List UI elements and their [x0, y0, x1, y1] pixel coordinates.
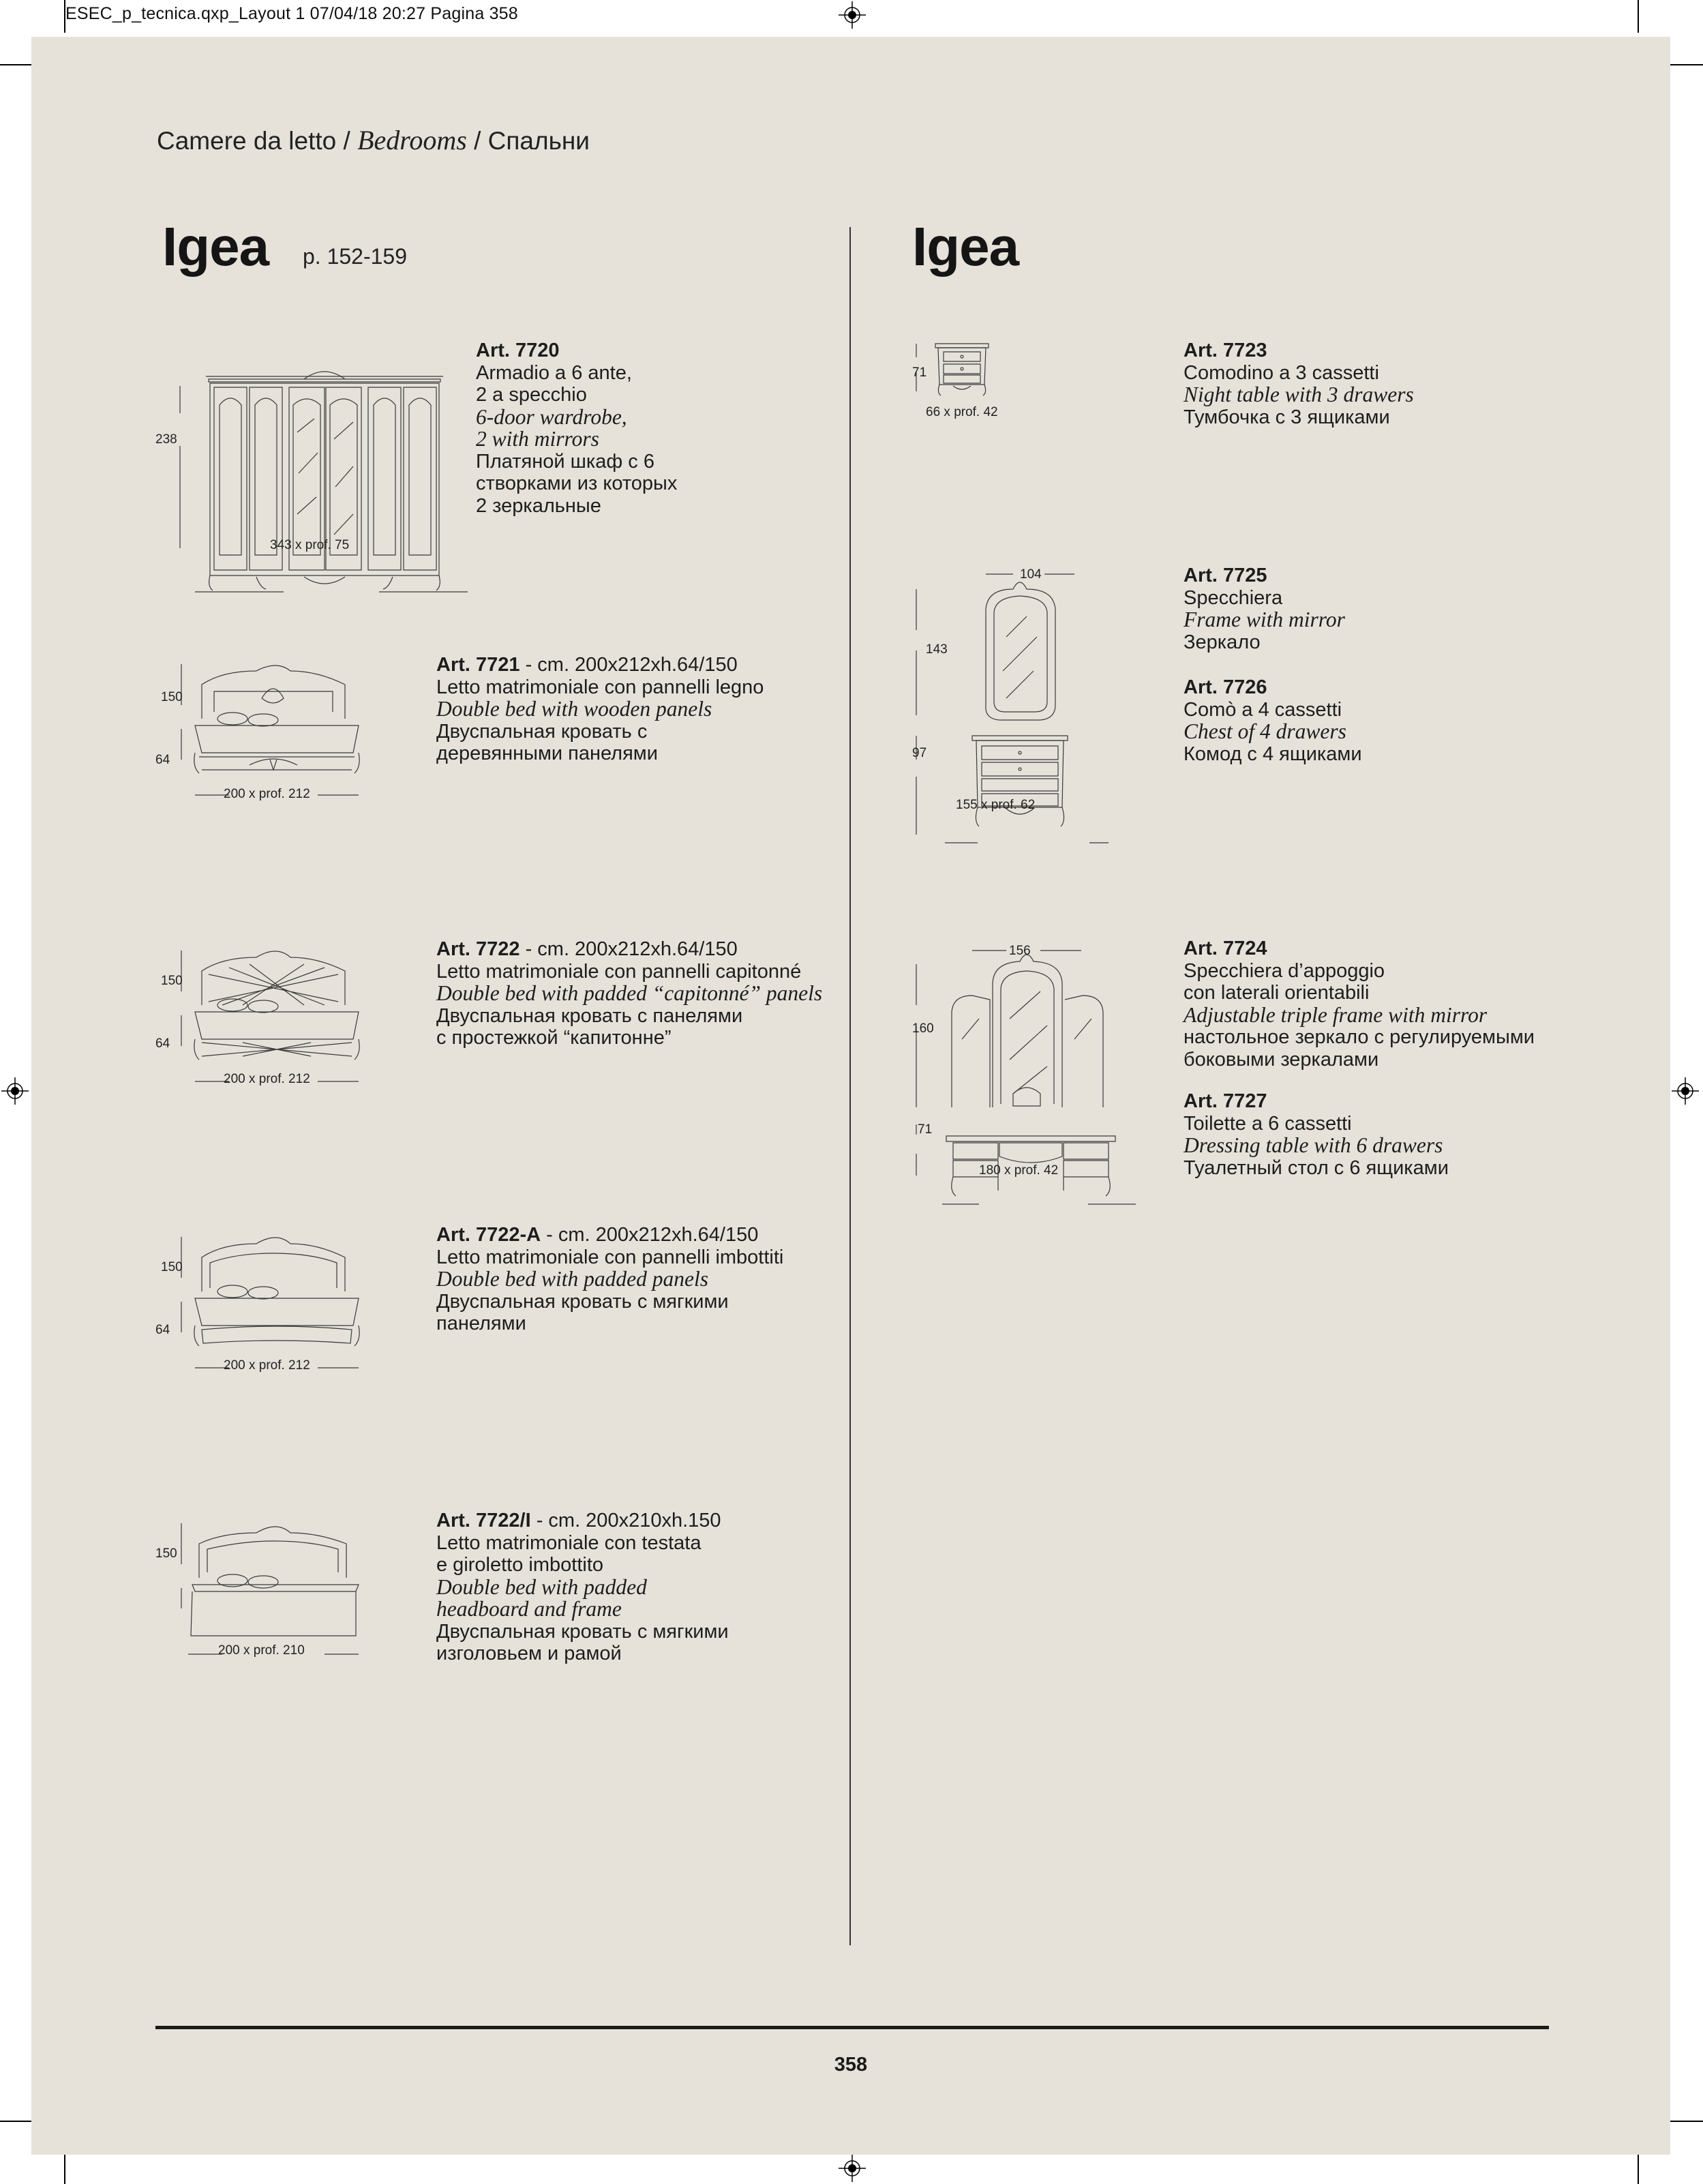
crop-mark-br-h	[1670, 2121, 1703, 2122]
bed-7721-width: 200 x prof. 212	[224, 787, 310, 801]
desc-ru-line: Тумбочка с 3 ящиками	[1184, 406, 1390, 428]
category-italian: Camere da letto	[157, 127, 337, 155]
desc-ru-line: с простежкой “капитонне”	[436, 1027, 672, 1049]
desc-en-line: Double bed with wooden panels	[436, 697, 712, 721]
chest-7726-description	[1184, 676, 1362, 765]
catalog-page	[31, 37, 1670, 2155]
bed-7721-drawing	[175, 650, 393, 807]
bed-7722a-height-headboard: 150	[161, 1260, 183, 1274]
category-separator-2: /	[474, 127, 481, 155]
toilette-7727-description	[1184, 1090, 1449, 1179]
bed-7722-drawing	[175, 937, 393, 1094]
bed-7722-height-headboard: 150	[161, 974, 183, 988]
wardrobe-7720-description	[476, 340, 677, 517]
crop-mark-tr-v	[1638, 0, 1639, 33]
bed-7722-description	[436, 938, 822, 1049]
desc-it-line: Comò a 4 cassetti	[1184, 698, 1342, 721]
art-code: Art. 7723	[1184, 340, 1267, 361]
wardrobe-7720-drawing	[175, 337, 481, 596]
desc-en-line: Night table with 3 drawers	[1184, 383, 1414, 406]
bed-7722i-height-headboard: 150	[155, 1546, 177, 1561]
bed-7721-height-footboard: 64	[155, 753, 170, 767]
desc-ru-line: настольное зеркало с регулируемыми	[1184, 1026, 1535, 1048]
bed-7722a-width: 200 x prof. 212	[224, 1358, 310, 1373]
desc-en-line: Chest of 4 drawers	[1184, 719, 1346, 743]
desc-ru-line: боковыми зеркалами	[1184, 1048, 1379, 1071]
art-dimensions: - cm. 200x212xh.64/150	[519, 938, 738, 960]
category-separator-1: /	[343, 127, 350, 155]
bed-7722i-description	[436, 1510, 729, 1665]
right-collection-title: Igea	[912, 216, 1019, 277]
column-divider	[849, 227, 851, 1945]
registration-mark-top-icon	[839, 1, 866, 29]
mirror-7725-height: 143	[926, 642, 948, 657]
nighttable-7723-height: 71	[912, 365, 927, 380]
desc-ru-line: 2 зеркальные	[476, 494, 601, 517]
nighttable-7723-description	[1184, 340, 1414, 428]
toilette-7727-width: 180 x prof. 42	[979, 1163, 1059, 1178]
triple-mirror-7724-height: 160	[912, 1021, 934, 1036]
registration-mark-left-icon	[1, 1077, 29, 1105]
art-code: Art. 7721	[436, 654, 520, 676]
registration-mark-bottom-icon	[839, 2155, 866, 2182]
crop-mark-tl-v	[64, 0, 65, 33]
bed-7721-height-headboard: 150	[161, 690, 183, 704]
category-russian: Спальни	[487, 127, 590, 155]
desc-ru-line: створками из которых	[476, 473, 678, 494]
desc-en-line: 6-door wardrobe,	[476, 404, 627, 429]
desc-en-line: 2 with mirrors	[476, 427, 599, 451]
desc-ru-line: Двуспальная кровать с мягкими	[436, 1290, 729, 1313]
triple-mirror-7724-top-width: 156	[1009, 944, 1031, 958]
registration-mark-right-icon	[1672, 1077, 1699, 1105]
desc-it-line: Specchiera	[1184, 586, 1283, 609]
desc-en-line: Dressing table with 6 drawers	[1184, 1133, 1443, 1157]
toilette-7727-height: 71	[918, 1122, 933, 1137]
art-code: Art. 7722/I	[436, 1510, 531, 1531]
wardrobe-7720-width: 343 x prof. 75	[270, 538, 350, 552]
bed-7722a-height-footboard: 64	[155, 1323, 170, 1337]
desc-en-line: headboard and frame	[436, 1597, 622, 1621]
desc-ru-line: Двуспальная кровать с мягкими	[436, 1620, 729, 1643]
desc-it-line: Letto matrimoniale con pannelli capitonné	[436, 960, 802, 983]
desc-it-line: Specchiera d’appoggio	[1184, 959, 1385, 982]
art-code: Art. 7724	[1184, 938, 1267, 959]
desc-it-line: Toilette a 6 cassetti	[1184, 1112, 1352, 1135]
mirror-7725-description	[1184, 565, 1345, 653]
print-slug-line: ESEC_p_tecnica.qxp_Layout 1 07/04/18 20:27 Pagina 358	[65, 4, 518, 23]
art-code: Art. 7726	[1184, 676, 1267, 698]
bed-7722a-description	[436, 1224, 783, 1335]
art-dimensions: - cm. 200x210xh.150	[530, 1510, 721, 1531]
desc-it-line: Letto matrimoniale con pannelli legno	[436, 676, 764, 698]
desc-it-line: Comodino a 3 cassetti	[1184, 361, 1379, 384]
crop-mark-br-v	[1638, 2153, 1639, 2184]
page-number: 358	[834, 2054, 868, 2076]
triple-mirror-7724-description	[1184, 938, 1535, 1071]
desc-it-line: Armadio a 6 ante,	[476, 361, 632, 384]
nighttable-7723-width: 66 x prof. 42	[926, 405, 998, 419]
desc-en-line: Double bed with padded panels	[436, 1267, 708, 1291]
crop-mark-bl-v	[64, 2153, 65, 2184]
desc-ru-line: Двуспальная кровать с панелями	[436, 1004, 743, 1027]
art-code: Art. 7722-A	[436, 1224, 541, 1246]
desc-it-line: Letto matrimoniale con testata	[436, 1531, 702, 1554]
left-page-reference: p. 152-159	[303, 244, 408, 269]
left-collection-title: Igea	[162, 216, 269, 277]
bed-7721-description	[436, 654, 764, 765]
crop-mark-tr-h	[1670, 64, 1703, 65]
art-code: Art. 7727	[1184, 1090, 1267, 1112]
bed-7722i-width: 200 x prof. 210	[218, 1643, 305, 1658]
desc-ru-line: Платяной шкаф с 6	[476, 450, 654, 473]
category-english: Bedrooms	[357, 125, 467, 155]
art-dimensions: - cm. 200x212xh.64/150	[541, 1224, 759, 1246]
crop-mark-bl-h	[0, 2121, 33, 2122]
desc-it-line: con laterali orientabili	[1184, 982, 1370, 1004]
desc-it-line: 2 a specchio	[476, 384, 587, 406]
desc-en-line: Double bed with padded	[436, 1574, 647, 1599]
triple-mirror-toilette-7724-7727-drawing	[911, 937, 1143, 1223]
chest-7726-height: 97	[912, 746, 927, 760]
desc-en-line: Adjustable triple frame with mirror	[1184, 1002, 1488, 1027]
desc-it-line: e giroletto imbottito	[436, 1554, 604, 1576]
desc-en-line: Frame with mirror	[1184, 608, 1345, 631]
crop-mark-tl-h	[0, 64, 33, 65]
desc-ru-line: панелями	[436, 1313, 526, 1334]
desc-ru-line: Комод с 4 ящиками	[1184, 743, 1362, 765]
desc-ru-line: деревянными панелями	[436, 743, 658, 764]
footer-rule	[155, 2026, 1549, 2029]
art-dimensions: - cm. 200x212xh.64/150	[519, 654, 738, 676]
desc-ru-line: Двуспальная кровать с	[436, 720, 648, 743]
art-code: Art. 7722	[436, 938, 520, 960]
art-code: Art. 7725	[1184, 565, 1267, 586]
bed-7722a-drawing	[175, 1223, 393, 1380]
wardrobe-7720-height: 238	[155, 432, 177, 447]
desc-ru-line: Зеркало	[1184, 631, 1261, 653]
mirror-7725-top-width: 104	[1020, 567, 1042, 582]
chest-7726-width: 155 x prof. 62	[956, 798, 1036, 812]
desc-ru-line: изголовьем и рамой	[436, 1643, 622, 1664]
desc-it-line: Letto matrimoniale con pannelli imbottiti	[436, 1246, 784, 1268]
art-code: Art. 7720	[476, 340, 560, 361]
category-heading	[157, 124, 590, 156]
desc-en-line: Double bed with padded “capitonné” panels	[436, 981, 823, 1005]
bed-7722-height-footboard: 64	[155, 1036, 170, 1051]
bed-7722-width: 200 x prof. 212	[224, 1072, 310, 1086]
desc-ru-line: Туалетный стол с 6 ящиками	[1184, 1156, 1449, 1179]
